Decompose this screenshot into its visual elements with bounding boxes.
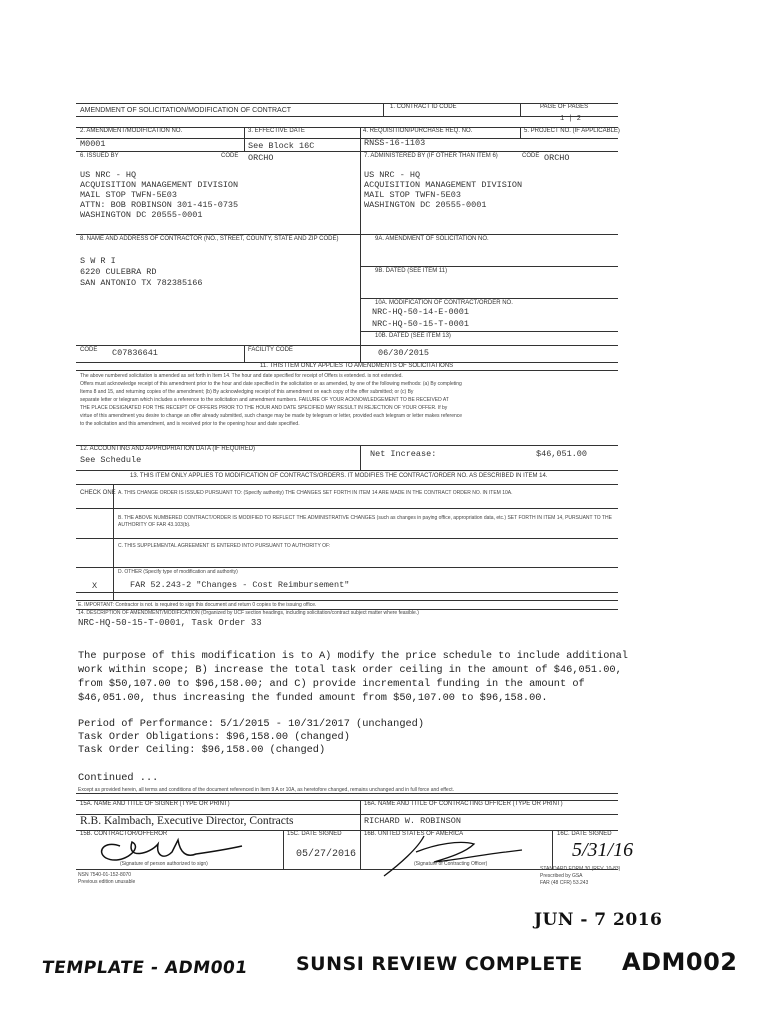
box16c-value: 5/31/16 [572,839,634,861]
box8-address-3: SAN ANTONIO TX 782385166 [80,278,203,288]
task-order-obligations: Task Order Obligations: $96,158.00 (changed) [78,731,350,743]
sunsi-review-stamp: SUNSI REVIEW COMPLETE [296,953,583,975]
item12-label: 12. ACCOUNTING AND APPROPRIATION DATA (IF REQUIRED) [80,446,256,452]
box9a-label: 9A. AMENDMENT OF SOLICITATION NO. [375,236,489,242]
box15c-value: 05/27/2016 [296,849,357,860]
item11-line-6: virtue of this amendment you desire to change an offer already submitted, such change may be made by telegram or letter, provided each telegram or letter makes reference [80,413,463,419]
box15b-label: 15B. CONTRACTOR/OFFEROR [80,831,168,837]
page-of-pages-label: PAGE OF PAGES [540,104,589,110]
box7-label: 7. ADMINISTERED BY (IF OTHER THAN ITEM 6) [364,153,498,159]
item13-d-checkmark: X [92,581,98,591]
contractor-code: C07836641 [112,348,158,358]
description-line-3: from $50,107.00 to $96,158.00; and C) provide incremental funding in the amount of [78,678,585,690]
adm-stamp: ADM002 [622,948,738,976]
form-title: AMENDMENT OF SOLICITATION/MODIFICATION OF CONTRACT [80,107,292,114]
box10b-label: 10B. DATED (SEE ITEM 13) [375,333,451,339]
template-stamp: TEMPLATE - ADM001 [40,958,249,978]
box6-address-1: US NRC - HQ [80,170,137,180]
box7-address-2: ACQUISITION MANAGEMENT DIVISION [364,180,523,190]
box6-address-2: ACQUISITION MANAGEMENT DIVISION [80,180,239,190]
check-one-label: CHECK ONE [80,490,116,496]
item11-line-7: to the solicitation and this amendment, and is received prior to the opening hour and date specified. [80,421,300,427]
box6-address-4: ATTN: BOB ROBINSON 301-415-0735 [80,200,239,210]
item14-label: 14. DESCRIPTION OF AMENDMENT/MODIFICATION (Organized by UCF section headings, including solicitation/contract subject matter where feasible.) [78,610,419,616]
item12-net-value: $46,051.00 [536,449,588,459]
box2-label: 2. AMENDMENT/MODIFICATION NO. [80,128,183,134]
received-date-stamp: JUN - 7 2016 [534,910,663,930]
facility-code-label: FACILITY CODE [248,347,293,353]
item13-d-value: FAR 52.243-2 "Changes - Cost Reimbursement" [130,580,350,590]
box10a-value-2: NRC-HQ-50-15-T-0001 [372,319,469,329]
item13-b: B. THE ABOVE NUMBERED CONTRACT/ORDER IS MODIFIED TO REFLECT THE ADMINISTRATIVE CHANGES (such as changes in paying office, appropriation data, etc.) SET FORTH IN ITEM 14, PURSUANT TO THE AUTHORITY OF FAR 43.103(b). [118,515,612,528]
contractor-code-label: CODE [80,347,98,353]
item11-line-4: separate letter or telegram which includes a reference to the solicitation and amendment numbers. FAILURE OF YOUR ACKNOWLEDGEMENT TO BE RECEIVED AT [80,397,449,403]
box16c-label: 16C. DATE SIGNED [557,831,612,837]
item11-line-3: Items 8 and 15, and returning copies of the amendment; (b) By acknowledging receipt of this amendment on each copy of the offer submitted; or (c) By [80,389,414,395]
box8-address-2: 6220 CULEBRA RD [80,267,157,277]
description-line-2: work within scope; B) increase the total task order ceiling in the amount of $46,051.00, [78,664,622,676]
footer-right-1: STANDARD FORM 30 (REV. 10-83) [540,866,621,872]
item12-net-label: Net Increase: [370,449,437,459]
page-values: 1 | 2 [560,115,582,123]
box16a-label: 16A. NAME AND TITLE OF CONTRACTING OFFICER (TYPE OR PRINT) [364,801,563,807]
box10a-label: 10A. MODIFICATION OF CONTRACT/ORDER NO. [375,300,513,306]
item13-d: D. OTHER (Specify type of modification and authority) [118,569,238,575]
box8-address-1: S W R I [80,256,116,266]
task-order-ceiling: Task Order Ceiling: $96,158.00 (changed) [78,744,326,756]
box7-code-label: CODE [522,153,540,159]
item14-reference: NRC-HQ-50-15-T-0001, Task Order 33 [78,618,262,628]
box4-value: RNSS-16-1103 [364,138,426,148]
item11-line-1: The above numbered solicitation is amended as set forth in Item 14. The hour and date specified for receipt of Offers is extended. is not extended. [80,373,403,379]
box15c-label: 15C. DATE SIGNED [287,831,342,837]
item13-a: A. THIS CHANGE ORDER IS ISSUED PURSUANT TO: (Specify authority) THE CHANGES SET FORTH IN ITEM 14 ARE MADE IN THE CONTRACT ORDER NO. IN ITEM 10A. [118,490,513,496]
item13-header: 13. THIS ITEM ONLY APPLIES TO MODIFICATION OF CONTRACTS/ORDERS. IT MODIFIES THE CONTRACT/ORDER NO. AS DESCRIBED IN ITEM 14. [130,473,548,479]
box6-label: 6. ISSUED BY [80,153,119,159]
footer-right-2: Prescribed by GSA [540,873,583,879]
footer-left-1: NSN 7540-01-152-8070 [78,872,132,878]
box4-label: 4. REQUISITION/PURCHASE REQ. NO. [363,128,473,134]
period-of-performance: Period of Performance: 5/1/2015 - 10/31/2017 (unchanged) [78,718,425,730]
box10b-value: 06/30/2015 [378,348,430,358]
box6-address-5: WASHINGTON DC 20555-0001 [80,210,203,220]
box6-code: ORCHO [248,153,274,163]
item12-value: See Schedule [80,455,142,465]
box16b-sublabel: (Signature of Contracting Officer) [414,861,488,867]
except-line: Except as provided herein, all terms and conditions of the document referenced in Item 9 A or 10A, as heretofore changed, remains unchanged and in full force and effect. [78,787,454,793]
box16a-value: RICHARD W. ROBINSON [364,816,461,826]
item11-header: 11. THIS ITEM ONLY APPLIES TO AMENDMENTS OF SOLICITATIONS [260,363,454,369]
box9b-label: 9B. DATED (SEE ITEM 11) [375,268,448,274]
footer-left-2: Previous edition unusable [78,879,136,885]
box5-label: 5. PROJECT NO. (IF APPLICABLE) [524,128,620,134]
box10a-value-1: NRC-HQ-50-14-E-0001 [372,307,469,317]
box16b-label: 16B. UNITED STATES OF AMERICA [364,831,464,837]
item11-line-5: THE PLACE DESIGNATED FOR THE RECEIPT OF OFFERS PRIOR TO THE HOUR AND DATE SPECIFIED MAY RESULT IN REJECTION OF YOUR OFFER. If by [80,405,448,411]
description-line-1: The purpose of this modification is to A) modify the price schedule to include additional [78,650,628,662]
item13-c: C. THIS SUPPLEMENTAL AGREEMENT IS ENTERED INTO PURSUANT TO AUTHORITY OF: [118,543,331,549]
box7-address-3: MAIL STOP TWFN-5E03 [364,190,461,200]
box7-code: ORCHO [544,153,570,163]
box6-address-3: MAIL STOP TWFN-5E03 [80,190,177,200]
item11-line-2: Offers must acknowledge receipt of this amendment prior to the hour and date specified in the solicitation or as amended, by one of the following methods: (a) By completing [80,381,462,387]
box6-code-label: CODE [221,153,239,159]
box7-address-4: WASHINGTON DC 20555-0001 [364,200,487,210]
footer-right-3: FAR (48 CFR) 53.243 [540,880,589,886]
box7-address-1: US NRC - HQ [364,170,421,180]
box2-value: M0001 [80,139,106,149]
box3-value: See Block 16C [248,141,315,151]
box8-label: 8. NAME AND ADDRESS OF CONTRACTOR (NO., STREET, COUNTY, STATE AND ZIP CODE) [80,236,339,242]
description-line-4: $46,051.00, thus increasing the funded amount from $50,107.00 to $96,158.00. [78,692,548,704]
contract-id-code-label: 1. CONTRACT ID CODE [390,104,457,110]
contractor-signature [92,832,252,866]
box15a-label: 15A. NAME AND TITLE OF SIGNER (TYPE OR PRINT) [80,801,230,807]
contracting-officer-signature [376,830,526,880]
box3-label: 3. EFFECTIVE DATE [248,128,305,134]
important-line: E. IMPORTANT: Contractor is not. is required to sign this document and return 0 copies to the issuing office. [78,602,317,608]
continued-text: Continued ... [78,772,159,784]
box15b-sublabel: (Signature of person authorized to sign) [120,861,208,867]
box15a-value: R.B. Kalmbach, Executive Director, Contracts [80,815,294,827]
